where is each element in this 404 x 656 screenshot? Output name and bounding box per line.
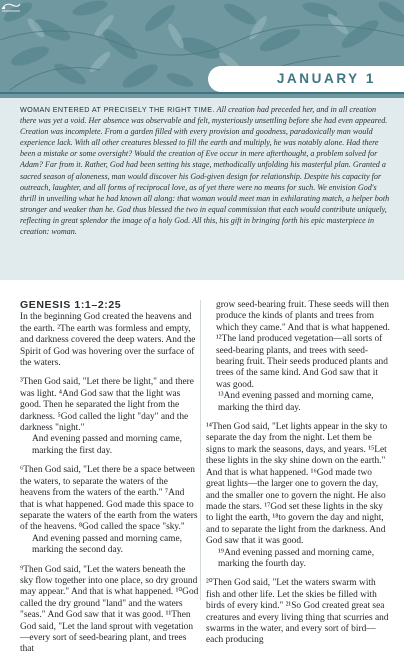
devotional-box (0, 98, 404, 280)
scripture-right-column (206, 300, 390, 647)
verse-paragraph: ²⁰Then God said, "Let the waters swarm with fish and other life. Let the skies be filled with birds of every kind." ²¹So God created great sea creatures and every living thing that scurries and swarms in the water, and every sort of bird—each producing (206, 578, 389, 646)
scripture-heading: GENESIS 1:1–2:25 (20, 299, 122, 311)
devotional-lead: WOMAN ENTERED AT PRECISELY THE RIGHT TIME. (20, 105, 215, 114)
pen-icon (0, 0, 22, 12)
devotional-body: All creation had preceded her, and in all creation there was yet a void. Her absence was observable and felt, mysteriously unsettling before she had even appeared. Creation was incomplete. From a garden filled with every provision and goodness, paradoxically man would experience lack. With all other creatures blessed to fill the earth and multiply, he was notably alone. Had there been a mistake or some oversight? Would the creation of Eve occur in mere afterthought, a problem solved for Adam? Far from it. Rather, God had been setting his stage, methodically unfolding his masterful plan. Granted a sacred season of aloneness, man would discover his God-given design for relationship. Despite his capacity for outreach, laughter, and all forms of reciprocal love, as of yet there were no means for such. We envision God's thrill in unveiling what he had known all along: that woman would meet man in exhilarating match, a helper both stronger and weaker than he. God thus blessed the two in equal commission that each would contribute uniquely, reflecting in great splendor the image of a holy God. All this, his gift in bringing forth his epic masterpiece in creation: woman. (20, 105, 390, 237)
header-rule (0, 92, 404, 94)
verse-paragraph: And evening passed and morning came, marking the second day. (32, 533, 182, 556)
header-banner (0, 0, 404, 98)
verse-paragraph: ⁹Then God said, "Let the waters beneath the sky flow together into one place, so dry ground may appear." And that is what happened. ¹⁰God called the dry ground "land" and the waters "seas." And God saw that it was good. ¹¹Then God said, "Let the land sprout with vegetation—every sort of seed-bearing plant, and trees that (20, 564, 199, 655)
page-date: JANUARY 1 (276, 71, 376, 86)
verse-paragraph: ¹⁴Then God said, "Let lights appear in the sky to separate the day from the night. Let them be signs to mark the seasons, days, and years. ¹⁵Let these lights in the sky shine down on the earth." And that is what happened. ¹⁶God made two great lights—the larger one to govern the day, and the smaller one to govern the night. He also made the stars. ¹⁷God set these lights in the sky to light the earth, ¹⁸to govern the day and night, and to separate the light from the darkness. And God saw that it was good. (206, 422, 388, 547)
verse-paragraph: In the beginning God created the heavens and the earth. ²The earth was formless and empty, and darkness covered the deep waters. And the Spirit of God was hovering over the surface of the waters. (20, 312, 196, 369)
verse-paragraph: grow seed-bearing fruit. These seeds will then produce the kinds of plants and trees from which they came." And that is what happened. ¹²The land produced vegetation—all sorts of seed-bearing plants, and trees with seed-bearing fruit. Their seeds produced plants and trees of the same kind. And God saw that it was good. (216, 300, 390, 390)
verse-paragraph: ⁶Then God said, "Let there be a space between the waters, to separate the waters of the heavens from the waters of the earth." ⁷And that is what happened. God made this space to separate the waters of the earth from the waters of the heavens. ⁸God called the space "sky." (20, 465, 198, 533)
verse-paragraph: ¹⁹And evening passed and morning came, marking the fourth day. (218, 547, 375, 569)
date-tab (208, 66, 404, 92)
devotional-text (20, 104, 390, 237)
scripture-left-column (20, 300, 200, 656)
column-divider (200, 300, 201, 600)
verse-paragraph: And evening passed and morning came, marking the first day. (32, 434, 182, 456)
verse-paragraph: ¹³And evening passed and morning came, marking the third day. (218, 391, 374, 413)
verse-paragraph: ³Then God said, "Let there be light," and there was light. ⁴And God saw that the light was good. Then he separated the light from the darkness. ⁵God called the light "day" and the darkness "night." (20, 377, 194, 434)
